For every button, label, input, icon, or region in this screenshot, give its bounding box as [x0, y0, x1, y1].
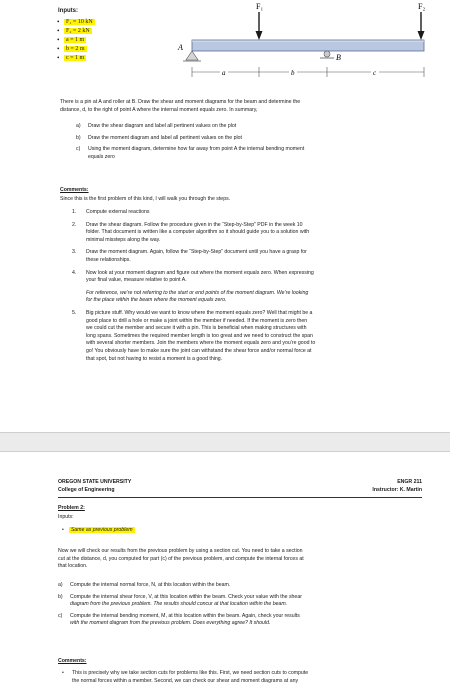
- bullet-icon: •: [57, 27, 60, 35]
- f2-arrow-head: [418, 31, 425, 40]
- f1-label: F₁: [256, 2, 264, 11]
- course-code: ENGR 211: [397, 479, 422, 485]
- task-item: c) Compute the internal bending moment, M, at this location within the beam. Again, check your results with the moment diagram from the previous problem. Does everything agree? It should.: [58, 612, 300, 627]
- comments-heading-2: Comments:: [58, 658, 87, 664]
- beam: [192, 40, 424, 51]
- inputs-label-2: Inputs:: [58, 514, 74, 520]
- point-a-label: A: [178, 43, 183, 52]
- f1-arrow-head: [256, 31, 263, 40]
- task-item: b) Compute the internal shear force, V, at this location within the beam. Check your value with the shear diagram from the previous problem. The results should concur at that location within the beam.: [58, 593, 302, 608]
- dim-b-label: b: [291, 69, 295, 77]
- bullet-icon: •: [62, 527, 64, 533]
- bullet-icon: •: [57, 45, 60, 53]
- point-b-label: B: [336, 53, 341, 62]
- header-rule: [58, 497, 422, 498]
- step-item: 2. Draw the shear diagram. Follow the procedure given in the “Step-by-Step” PDF in the week 10 folder. That document is written like a computer algorithm so it should guide you to a solution with minimal missteps along the way.: [72, 221, 310, 243]
- pin-support-icon: [186, 51, 198, 60]
- step-item: 4. Now look at your moment diagram and figure out where the moment equals zero. When expressing your final value, measure relative to point A. For reference, we’re not referring to the start or end points of the moment diagram. We’re looking for the place within the beam where the moment equals zero.: [72, 270, 434, 305]
- dim-c-label: c: [373, 69, 377, 77]
- page-separator: [0, 432, 450, 452]
- beam-diagram: [170, 0, 432, 82]
- bullet-icon: •: [62, 670, 64, 676]
- task-item: c) Using the moment diagram, determine how far away from point A the internal bending moment equals zero: [76, 146, 305, 160]
- steps-list: [72, 209, 434, 363]
- page-2: [0, 452, 450, 700]
- comments-intro: Since this is the first problem of this kind, I will walk you through the steps.: [60, 196, 231, 202]
- college-name: College of Engineering: [58, 487, 115, 493]
- problem-intro: There is a pin at A and roller at B. Draw the shear and moment diagrams for the beam and determine the distance, d, to the right of point A where the internal moment equals zero. In summary,: [60, 99, 301, 113]
- roller-support-icon: [324, 51, 330, 57]
- task-item: a) Draw the shear diagram and label all pertinent values on the plot: [76, 123, 237, 129]
- task-item: b) Draw the moment diagram and label all pertinent values on the plot: [76, 134, 242, 141]
- inputs-list: [57, 18, 95, 63]
- problem-2-intro: Now we will check our results from the previous problem by using a section cut. You need to take a section cut at the distance, d, you computed for part (c) of the previous problem, and compute the internal forces at that location.: [58, 548, 304, 570]
- task-list-2: [58, 582, 440, 628]
- inputs-label: Inputs:: [58, 8, 78, 14]
- dim-a-label: a: [222, 69, 226, 77]
- task-list: [76, 123, 436, 161]
- input-item: • F₂ = 2 kN: [57, 27, 90, 35]
- problem-2-heading: Problem 2:: [58, 505, 85, 511]
- university-name: OREGON STATE UNIVERSITY: [58, 479, 132, 485]
- instructor-name: Instructor: K. Martin: [372, 487, 422, 493]
- bullet-icon: •: [57, 18, 60, 26]
- bullet-icon: •: [57, 36, 60, 44]
- comment-item: • This is precisely why we take section cuts for problems like this. First, we need section cuts to compute the normal forces within a member. Second, we can check our shear and moment diagrams at any: [62, 670, 309, 684]
- input-item: • c = 1 m: [57, 54, 85, 62]
- input-item: • F₁ = 10 kN: [57, 18, 93, 26]
- task-item: a) Compute the internal normal force, N, at this location within the beam.: [58, 582, 231, 588]
- comments-heading: Comments:: [60, 187, 89, 193]
- step-item: 1. Compute external reactions: [72, 209, 150, 215]
- input-item: • b = 2 m: [57, 45, 85, 53]
- same-as-previous-item: • Same as previous problem: [62, 527, 133, 533]
- step-item: 5. Big picture stuff. Why would we want to know where the moment equals zero? Well that might be a good place to drill a hole or make a joint within the member if needed. If the moment is zero then we could cut the member and secure it with a pin. This is beneficial when making structures with long spans. Sometimes the required member length is too great and we need to construct the span with several shorter members. Join the members where the moment equals zero and you’re good to go! You obviously have to make sure the joint can withstand the shear force and/or normal force at that spot, but not having to resist a moment is a good thing.: [72, 309, 316, 362]
- f2-label: F₂: [418, 2, 426, 11]
- input-item: • a = 1 m: [57, 36, 85, 44]
- bullet-icon: •: [57, 54, 60, 62]
- step-4-note: For reference, we’re not referring to the start or end points of the moment diagram. We’re looking for the place within the beam where the moment equals zero.: [86, 289, 309, 304]
- step-item: 3. Draw the moment diagram. Again, follow the “Step-by-Step” document until you have a grasp for these relationships.: [72, 249, 307, 263]
